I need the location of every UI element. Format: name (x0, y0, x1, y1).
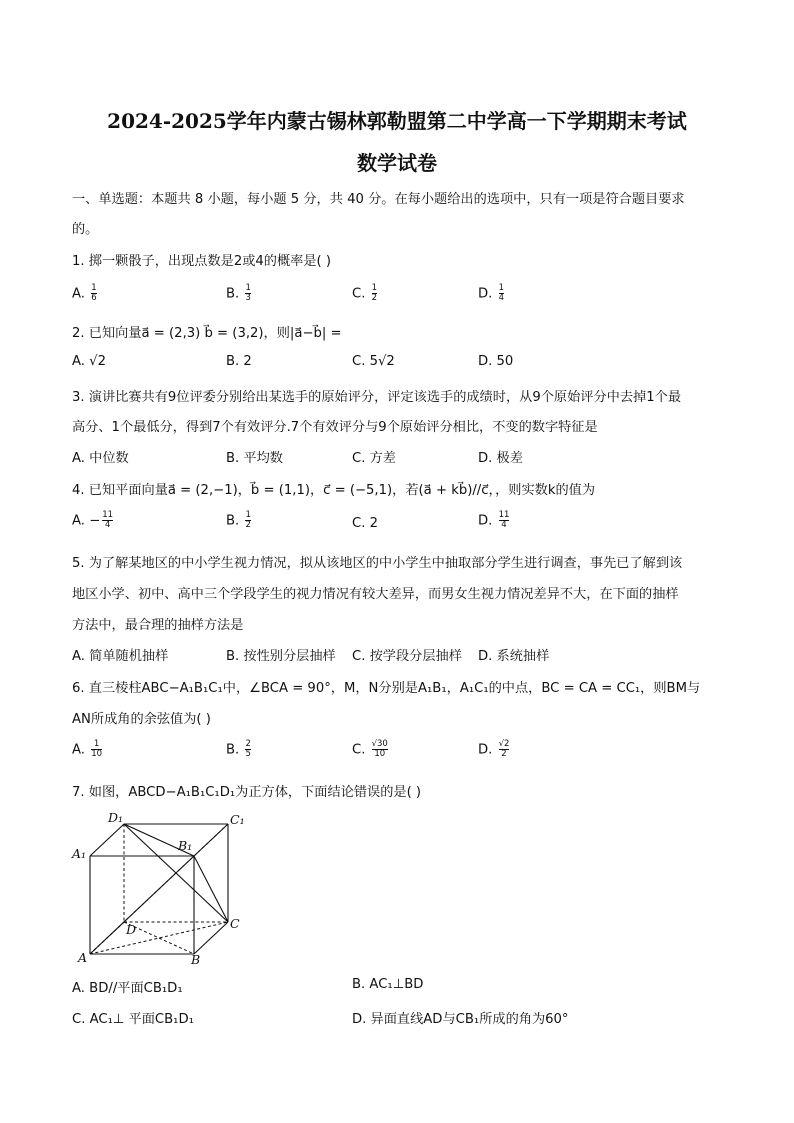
q1-option-b: B. $\frac{1}{3}$ (226, 283, 251, 303)
label-c: C (230, 916, 240, 931)
hidden-diagonal-a-c1 (90, 824, 228, 954)
label-b1: B₁ (178, 838, 193, 853)
section-heading-line1: 一、单选题：本题共 8 小题，每小题 5 分，共 40 分。在每小题给出的选项中，只有一项是符合题目要求 (72, 192, 685, 207)
q3-option-b: B. 平均数 (226, 451, 283, 466)
edge-d1-a1 (90, 824, 124, 856)
q3-option-a: A. 中位数 (72, 451, 129, 466)
hidden-diagonal-a-c (90, 922, 228, 954)
question-4: 4. 已知平面向量a⃗ = (2,−1)，b⃗ = (1,1)，c⃗ = (−5,1)，若(a⃗ + kb⃗)//c⃗，，则实数k的值为 (72, 483, 596, 498)
q4-option-b: B. $\frac{1}{2}$ (226, 510, 251, 530)
q4-option-c: C. 2 (352, 516, 378, 531)
question-1: 1. 掷一颗骰子，出现点数是2或4的概率是( ) (72, 254, 332, 269)
q5-option-a: A. 简单随机抽样 (72, 649, 169, 664)
question-5-line1: 5. 为了解某地区的中小学生视力情况，拟从该地区的中小学生中抽取部分学生进行调查，事先已了解到该 (72, 556, 683, 571)
edge-b1-c (194, 856, 228, 922)
q4-option-d: D. $\frac{11}{4}$ (478, 510, 510, 530)
q3-option-d: D. 极差 (478, 451, 523, 466)
q2-option-d: D. 50 (478, 354, 514, 369)
q6-option-d: D. $\frac{√2}{2}$ (478, 739, 510, 759)
edge-b-c (194, 922, 228, 954)
label-c1: C₁ (230, 812, 245, 827)
question-3-line1: 3. 演讲比赛共有9位评委分别给出某选手的原始评分，评定该选手的成绩时，从9个原始评分中去掉1个最 (72, 390, 682, 405)
question-7: 7. 如图，ABCD−A₁B₁C₁D₁为正方体，下面结论错误的是( ) (72, 785, 422, 800)
q5-option-d: D. 系统抽样 (478, 649, 550, 664)
q7-option-c: C. AC₁⊥ 平面CB₁D₁ (72, 1012, 194, 1027)
q7-option-d: D. 异面直线AD与CB₁所成的角为60° (352, 1012, 569, 1027)
label-b: B (191, 952, 201, 965)
label-a: A (78, 950, 88, 965)
q7-option-a: A. BD//平面CB₁D₁ (72, 981, 183, 996)
q6-option-c: C. $\frac{√30}{10}$ (352, 739, 388, 759)
q2-option-c: C. 5√2 (352, 354, 395, 369)
q2-option-b: B. 2 (226, 354, 252, 369)
q1-option-c: C. $\frac{1}{2}$ (352, 283, 378, 303)
question-6-line1: 6. 直三棱柱ABC−A₁B₁C₁中，∠BCA = 90°，M，N分别是A₁B₁，A₁C₁的中点，BC = CA = CC₁，则BM与 (72, 681, 701, 696)
q5-option-c: C. 按学段分层抽样 (352, 649, 462, 664)
q6-option-b: B. $\frac{2}{5}$ (226, 739, 251, 759)
cube-figure (70, 810, 250, 965)
q5-option-b: B. 按性别分层抽样 (226, 649, 336, 664)
q1-option-a: A. $\frac{1}{6}$ (72, 283, 97, 303)
label-a1: A₁ (72, 846, 87, 861)
question-5-line2: 地区小学、初中、高中三个学段学生的视力情况有较大差异，而男女生视力情况差异不大，在下面的抽样 (72, 587, 679, 602)
q6-option-a: A. $\frac{1}{10}$ (72, 739, 103, 759)
q1-option-d: D. $\frac{1}{4}$ (478, 283, 504, 303)
q4-option-a: A. − $\frac{11}{4}$ (72, 510, 114, 530)
q3-option-c: C. 方差 (352, 451, 396, 466)
exam-subtitle: 数学试卷 (357, 151, 437, 175)
label-d: D (126, 922, 137, 937)
question-6-line2: AN所成角的余弦值为( ) (72, 712, 211, 727)
q7-option-b: B. AC₁⊥BD (352, 977, 424, 992)
question-3-line2: 高分、1个最低分，得到7个有效评分.7个有效评分与9个原始评分相比，不变的数字特征是 (72, 420, 598, 435)
label-d1: D₁ (108, 810, 124, 825)
question-2: 2. 已知向量a⃗ = (2,3) b⃗ = (3,2)，则|a⃗−b⃗| = (72, 326, 342, 341)
question-5-line3: 方法中，最合理的抽样方法是 (72, 618, 244, 633)
q2-option-a: A. √2 (72, 354, 106, 369)
section-heading-line2: 的。 (72, 222, 99, 237)
exam-title: 2024-2025学年内蒙古锡林郭勒盟第二中学高一下学期期末考试 (107, 109, 687, 133)
